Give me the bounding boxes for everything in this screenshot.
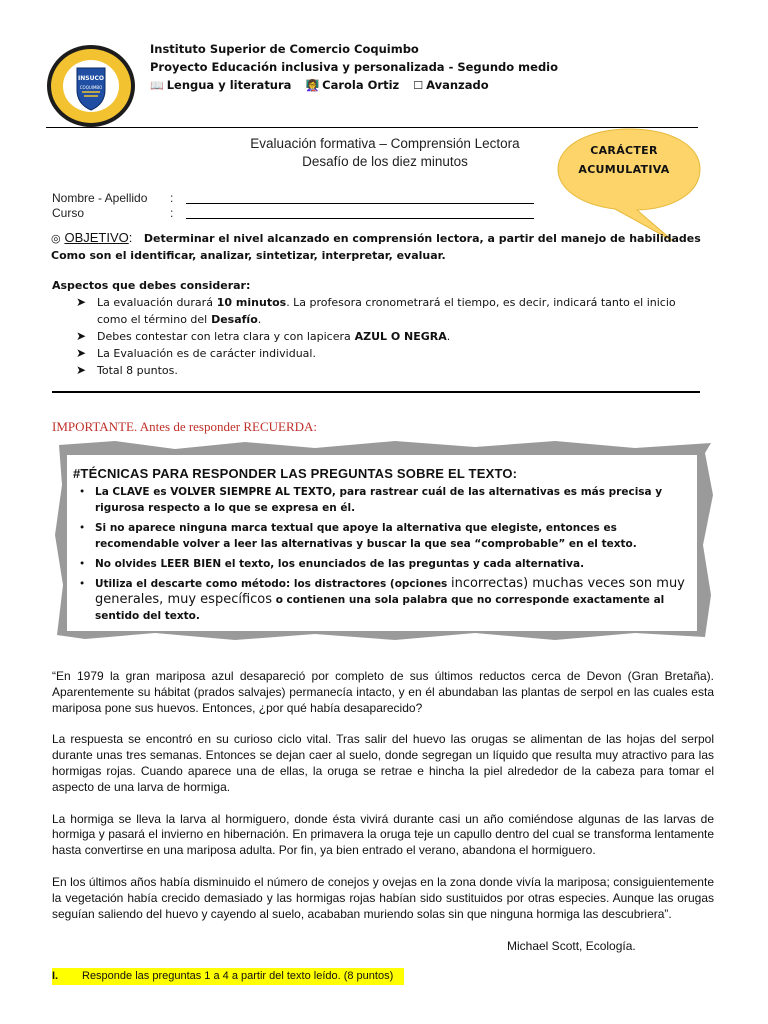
important-heading: IMPORTANTE. Antes de responder RECUERDA:	[52, 419, 318, 434]
passage-paragraph: La hormiga se lleva la larva al hormiguero, donde ésta vivirá durante casi un año comiéndose algunas de las larvas de hormiga y pasará el invierno en hibernación. En primavera la oruga teje un capullo dentro del cual se transforma lentamente hasta convertirse en una mariposa adulta. Por fin, ya bien entrado el verano, abandona el hormiguero.	[52, 811, 714, 858]
teacher-name: Carola Ortiz	[322, 78, 400, 92]
target-icon: ◎	[51, 232, 61, 245]
techniques-title: #TÉCNICAS PARA RESPONDER LAS PREGUNTAS SOBRE EL TEXTO:	[73, 466, 518, 481]
teacher-icon: 👩‍🏫	[305, 79, 320, 92]
name-answer-line[interactable]	[186, 203, 534, 204]
objective-colon: :	[128, 230, 133, 245]
institution-name: Instituto Superior de Comercio Coquimbo	[150, 42, 419, 56]
course-field-row	[52, 206, 173, 220]
callout-line-1: CARÁCTER	[590, 144, 658, 157]
technique-tip: • No olvides LEER BIEN el texto, los enunciados de las preguntas y cada alternativa.	[73, 556, 693, 572]
title-line-1: Evaluación formativa – Comprensión Lectora	[250, 136, 520, 151]
arrow-bullet-icon: ➤	[76, 346, 87, 360]
aspects-section	[52, 277, 702, 379]
book-icon: 📖	[150, 79, 164, 92]
callout-text	[560, 141, 688, 179]
name-colon: :	[170, 191, 174, 205]
section-divider	[52, 391, 700, 393]
passage-paragraph: En los últimos años había disminuido el número de conejos y ovejas en la zona donde vivía la mariposa; consiguientemente la vegetación había crecido demasiado y las hormigas rojas habían sido sustituidos por otras especies. Aunque las orugas seguían saliendo del huevo y cayendo al suelo, acababan muriendo solas sin que ninguna hormiga las descubriera”.	[52, 874, 714, 921]
objective-label: OBJETIVO	[64, 230, 129, 245]
course-colon: :	[170, 206, 174, 220]
passage-paragraph: La respuesta se encontró en su curioso ciclo vital. Tras salir del huevo las orugas se alimentan de las hojas del serpol durante unas tres semanas. Entonces se dejan caer al suelo, donde segregan un líquido que resulta muy atractivo para las hormigas rojas. Cuando aparece una de ellas, la oruga se retrae e hincha la piel alrededor de la cabeza para tomar el aspecto de una larva de hormiga.	[52, 732, 714, 794]
aspect-item: ➤ Total 8 puntos.	[76, 363, 178, 377]
course-answer-line[interactable]	[186, 218, 534, 219]
arrow-bullet-icon: ➤	[76, 329, 87, 343]
subject-name: Lengua y literatura	[166, 78, 292, 92]
aspect-item: ➤ Debes contestar con letra clara y con lapicera AZUL O NEGRA.	[76, 329, 451, 343]
technique-tip: • La CLAVE es VOLVER SIEMPRE AL TEXTO, para rastrear cuál de las alternativas es más precisa y rigurosa respecto a lo que se expresa en él.	[73, 484, 693, 516]
objective-section	[51, 229, 711, 264]
document-title	[190, 135, 580, 171]
aspect-item: ➤ La Evaluación es de carácter individual.	[76, 346, 316, 360]
passage-paragraph: “En 1979 la gran mariposa azul desapareció por completo de sus últimos reductos cerca de Devon (Gran Bretaña). Aparentemente su hábitat (prados salvajes) permanecía intacto, y en él abundaban las plantas de serpol en las cuales esta mariposa pone sus huevos. Entonces, ¿por qué había desaparecido?	[52, 669, 714, 715]
reading-passage	[52, 669, 714, 938]
callout-line-2: ACUMULATIVA	[578, 163, 670, 176]
technique-tip: • Utiliza el descarte como método: los distractores (opciones incorrectas) muchas veces son muy generales, muy específicos o contienen una sola palabra que no corresponde exactamente al sentido del texto.	[73, 576, 693, 624]
arrow-bullet-icon: ➤	[76, 295, 87, 309]
technique-tip: • Si no aparece ninguna marca textual que apoye la alternativa que elegiste, entonces es recomendable volver a leer las alternativas y buscar la que sea “comprobable” en el texto.	[73, 520, 693, 552]
section-instruction	[52, 968, 404, 985]
title-line-2: Desafío de los diez minutos	[302, 154, 468, 169]
school-logo	[46, 44, 136, 128]
logo-sub-text: COQUIMBO	[79, 85, 103, 90]
arrow-bullet-icon: ➤	[76, 363, 87, 377]
logo-center-text: INSUCO	[78, 75, 104, 82]
instruction-text: Responde las preguntas 1 a 4 a partir del texto leído. (8 puntos)	[82, 970, 394, 982]
project-name: Proyecto Educación inclusiva y personalizada - Segundo medio	[150, 60, 559, 74]
section-number: I.	[52, 970, 59, 982]
course-label: Curso	[52, 206, 85, 220]
checkbox-icon: ☐	[413, 79, 424, 92]
level-label: Avanzado	[426, 78, 489, 92]
name-label: Nombre - Apellido	[52, 191, 148, 205]
aspect-item: ➤ La evaluación durará 10 minutos. La profesora cronometrará el tiempo, es decir, indicará tanto el inicio como el término del Desafío.	[76, 295, 676, 326]
objective-text: Determinar el nivel alcanzado en comprensión lectora, a partir del manejo de habilidades Como son el identificar, analizar, sintetizar, interpretar, evaluar.	[51, 232, 701, 262]
course-info-line	[150, 76, 558, 95]
aspects-heading: Aspectos que debes considerar:	[52, 279, 251, 292]
techniques-box	[73, 466, 693, 628]
name-field-row	[52, 191, 173, 205]
header-block	[150, 40, 558, 95]
passage-author: Michael Scott, Ecología.	[507, 939, 636, 953]
